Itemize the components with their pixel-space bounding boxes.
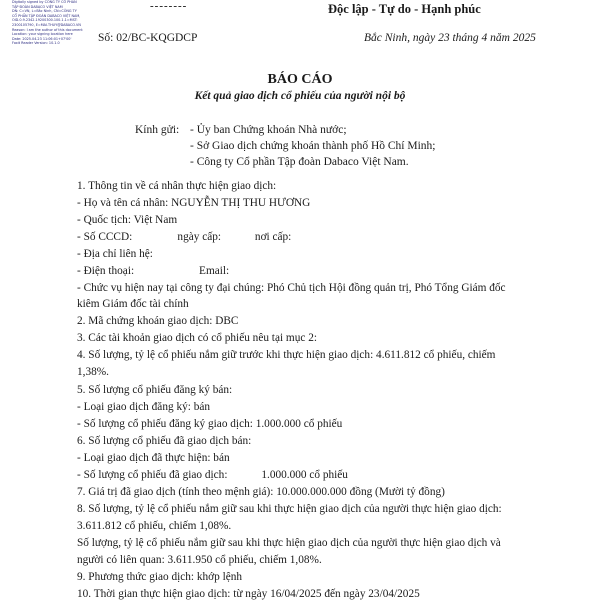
recipient-item: - Công ty Cổ phần Tập đoàn Dabaco Việt Nam.	[190, 156, 409, 168]
signature-line: TẬP ĐOÀN DABACO VIỆT NAM	[12, 4, 63, 9]
registered-type-line: - Loại giao dịch đăng ký: bán	[77, 401, 211, 413]
section-3-line: 3. Các tài khoản giao dịch có cổ phiếu nêu tại mục 2:	[77, 332, 317, 344]
registered-quantity-line: - Số lượng cổ phiếu đăng ký giao dịch: 1.000.000 cổ phiếu	[77, 418, 343, 430]
header-divider: --------	[150, 0, 188, 12]
report-subtitle: Kết quả giao dịch cổ phiếu của người nội bộ	[194, 90, 406, 102]
section-2-line: 2. Mã chứng khoán giao dịch: DBC	[77, 315, 239, 327]
digital-signature-block	[12, 0, 112, 46]
section-7-line: 7. Giá trị đã giao dịch (tính theo mệnh giá): 10.000.000.000 đồng (Mười tỷ đồng)	[77, 486, 445, 498]
section-6-heading: 6. Số lượng cổ phiếu đã giao dịch bán:	[77, 435, 252, 447]
executed-type-line: - Loại giao dịch đã thực hiện: bán	[77, 452, 230, 464]
recipients-label: Kính gửi:	[135, 124, 180, 136]
related-holdings-line: Số lượng, tỷ lệ cổ phiếu nắm giữ sau khi thực hiện giao dịch của người thực hiện giao dịch và	[77, 537, 501, 549]
signature-line: Location: your signing location here	[12, 32, 73, 37]
section-9-line: 9. Phương thức giao dịch: khớp lệnh	[77, 571, 243, 583]
position-line-continued: kiêm Giám đốc tài chính	[77, 298, 189, 310]
signature-line: Reason: I am the author of this document	[12, 27, 83, 32]
document-number: Số: 02/BC-KQGDCP	[98, 32, 198, 44]
related-holdings-line-continued: người có liên quan: 3.611.950 cổ phiếu, chiếm 1,08%.	[77, 554, 322, 566]
position-line: - Chức vụ hiện nay tại công ty đại chúng: Phó Chủ tịch Hội đồng quản trị, Phó Tổng Giám đốc	[77, 282, 506, 294]
recipient-item: - Sở Giao dịch chứng khoán thành phố Hồ Chí Minh;	[190, 140, 436, 152]
signature-line: DN: C=VN, L=Bắc Ninh, CN=CÔNG TY	[12, 9, 77, 14]
id-card-line: - Số CCCD: ngày cấp: nơi cấp:	[77, 231, 292, 243]
nationality-line: - Quốc tịch: Việt Nam	[77, 214, 178, 226]
section-4-line-continued: 1,38%.	[77, 366, 110, 378]
location-date: Bắc Ninh, ngày 23 tháng 4 năm 2025	[364, 32, 536, 44]
executed-quantity-line: - Số lượng cổ phiếu đã giao dịch: 1.000.000 cổ phiếu	[77, 469, 348, 481]
signature-line: OID.0.9.2342.19200300.100.1.1=MST:	[12, 18, 78, 23]
national-motto: Độc lập - Tự do - Hạnh phúc	[328, 2, 481, 16]
section-10-line: 10. Thời gian thực hiện giao dịch: từ ngày 16/04/2025 đến ngày 23/04/2025	[77, 588, 420, 600]
section-8-line: 8. Số lượng, tỷ lệ cổ phiếu nắm giữ sau khi thực hiện giao dịch của người thực hiện giao dịch:	[77, 503, 502, 515]
address-line: - Địa chỉ liên hệ:	[77, 248, 153, 260]
phone-email-line: - Điện thoại: Email:	[77, 265, 230, 277]
section-4-line: 4. Số lượng, tỷ lệ cổ phiếu nắm giữ trước khi thực hiện giao dịch: 4.611.812 cổ phiếu, chiếm	[77, 349, 496, 361]
section-8-line-continued: 3.611.812 cổ phiếu, chiếm 1,08%.	[77, 520, 232, 532]
signature-line: Foxit Reader Version: 10.1.0	[12, 41, 60, 46]
signature-line: Date: 2025.04.23 11:06:01+07'00'	[12, 36, 72, 41]
section-1-heading: 1. Thông tin về cá nhân thực hiện giao dịch:	[77, 180, 277, 192]
section-5-heading: 5. Số lượng cổ phiếu đăng ký bán:	[77, 384, 233, 396]
signature-line: 2300105790, E=MAI.THUY@DABACO.VN	[12, 22, 81, 27]
recipient-item: - Ủy ban Chứng khoán Nhà nước;	[190, 124, 347, 136]
full-name-line: - Họ và tên cá nhân: NGUYỄN THỊ THU HƯƠNG	[77, 197, 311, 209]
report-title: BÁO CÁO	[267, 72, 333, 87]
signature-line: Digitally signed by CÔNG TY CỔ PHẦN	[12, 0, 77, 4]
signature-line: CỔ PHẦN TẬP ĐOÀN DABACO VIỆT NAM,	[12, 13, 81, 18]
